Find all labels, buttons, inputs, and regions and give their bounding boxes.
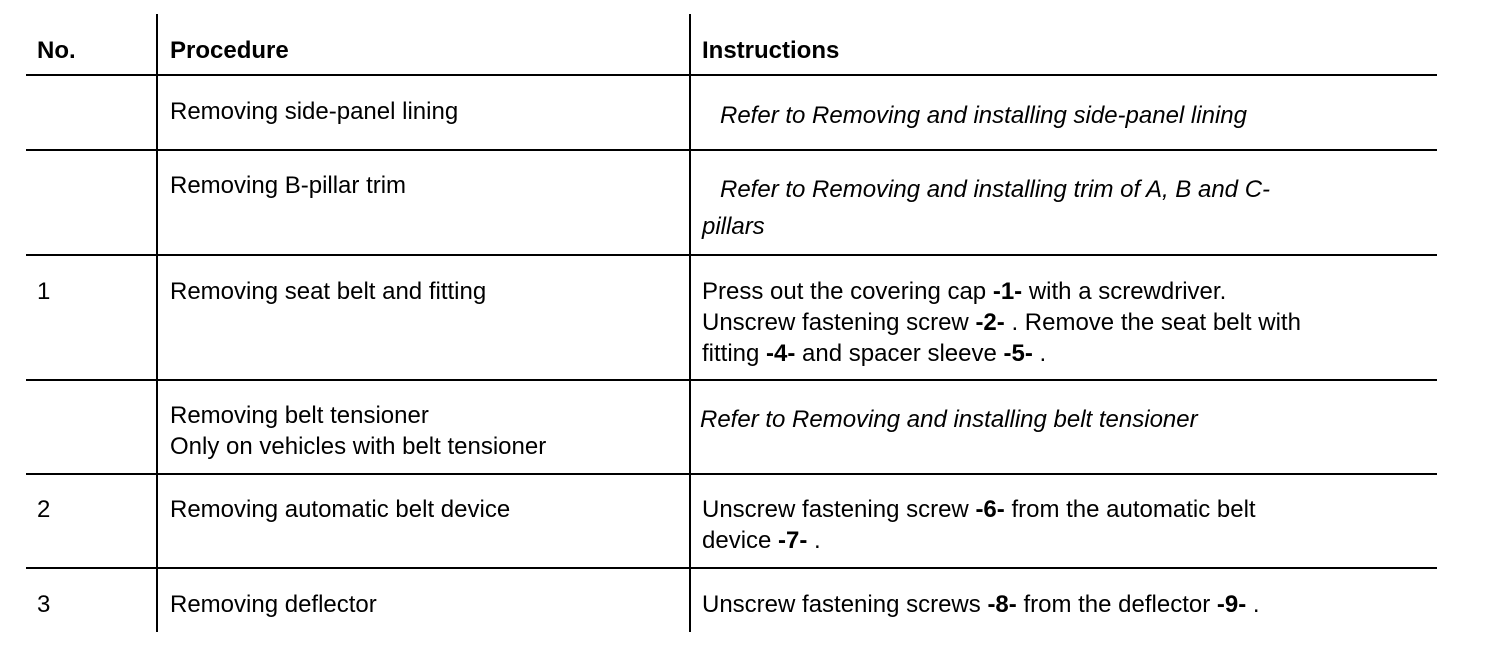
row-5-instructions xyxy=(702,494,1256,556)
row-divider xyxy=(26,254,1437,256)
part-number: -4- xyxy=(766,340,796,367)
part-number: -6- xyxy=(975,496,1005,523)
row-divider xyxy=(26,149,1437,151)
header-procedure: Procedure xyxy=(170,37,289,64)
procedure-line: Removing seat belt and fitting xyxy=(170,278,487,305)
instruction-text: . xyxy=(1032,340,1047,367)
row-2-instructions xyxy=(702,174,1270,242)
instruction-line xyxy=(702,494,1256,525)
part-number: -8- xyxy=(987,591,1017,618)
part-number: -1- xyxy=(992,278,1023,305)
row-6-instructions xyxy=(702,589,1260,620)
column-divider-procedure xyxy=(689,14,691,632)
row-4-procedure xyxy=(170,400,546,462)
header-instructions: Instructions xyxy=(702,37,840,64)
row-6-number: 3 xyxy=(37,591,51,618)
procedure-line: Removing B-pillar trim xyxy=(170,172,407,199)
column-divider-no xyxy=(156,14,158,632)
instruction-text: Unscrew fastening screw xyxy=(702,309,976,336)
instruction-line xyxy=(702,307,1301,338)
cross-reference-link[interactable]: Refer to Removing and installing trim of A, B and C- xyxy=(720,176,1271,203)
instruction-line xyxy=(702,589,1260,620)
procedure-note: Only on vehicles with belt tensioner xyxy=(170,433,547,460)
cross-reference-link[interactable]: Refer to Removing and installing belt tensioner xyxy=(700,406,1198,433)
instruction-line xyxy=(702,525,1256,556)
row-3-procedure xyxy=(170,276,486,307)
procedure-line: Removing deflector xyxy=(170,591,377,618)
row-6-procedure xyxy=(170,589,377,620)
instruction-text: from the automatic belt xyxy=(1004,496,1256,523)
row-1-instructions xyxy=(702,100,1247,131)
row-divider xyxy=(26,567,1437,569)
instruction-text: from the deflector xyxy=(1016,591,1217,618)
instruction-text: with a screwdriver. xyxy=(1022,278,1227,305)
cross-reference-link[interactable]: Refer to Removing and installing side-panel lining xyxy=(720,102,1247,129)
part-number: -7- xyxy=(778,527,808,554)
row-5-number: 2 xyxy=(37,496,51,523)
instruction-text: and spacer sleeve xyxy=(795,340,1004,367)
procedure-line: Removing side-panel lining xyxy=(170,98,459,125)
procedure-table xyxy=(26,14,1437,632)
row-divider xyxy=(26,473,1437,475)
part-number: -9- xyxy=(1216,591,1247,618)
instruction-line xyxy=(702,276,1301,307)
procedure-line: Removing automatic belt device xyxy=(170,496,511,523)
row-5-procedure xyxy=(170,494,510,525)
row-3-instructions xyxy=(702,276,1301,369)
header-divider xyxy=(26,74,1437,76)
procedure-line: Removing belt tensioner xyxy=(170,402,429,429)
instruction-text: fitting xyxy=(702,340,767,367)
instruction-text: Unscrew fastening screws xyxy=(702,591,988,618)
row-2-procedure xyxy=(170,170,406,201)
instruction-text: . xyxy=(807,527,821,554)
part-number: -2- xyxy=(975,309,1005,336)
instruction-text: Unscrew fastening screw xyxy=(702,496,976,523)
header-no: No. xyxy=(37,37,76,64)
row-4-instructions xyxy=(700,404,1198,435)
row-divider xyxy=(26,379,1437,381)
instruction-text: device xyxy=(702,527,779,554)
part-number: -5- xyxy=(1003,340,1033,367)
row-1-procedure xyxy=(170,96,458,127)
cross-reference-link-continued[interactable]: pillars xyxy=(702,213,765,240)
row-3-number: 1 xyxy=(37,278,51,305)
instruction-text: Press out the covering cap xyxy=(702,278,993,305)
instruction-text: . xyxy=(1246,591,1260,618)
instruction-line xyxy=(702,338,1301,369)
instruction-text: . Remove the seat belt with xyxy=(1004,309,1301,336)
